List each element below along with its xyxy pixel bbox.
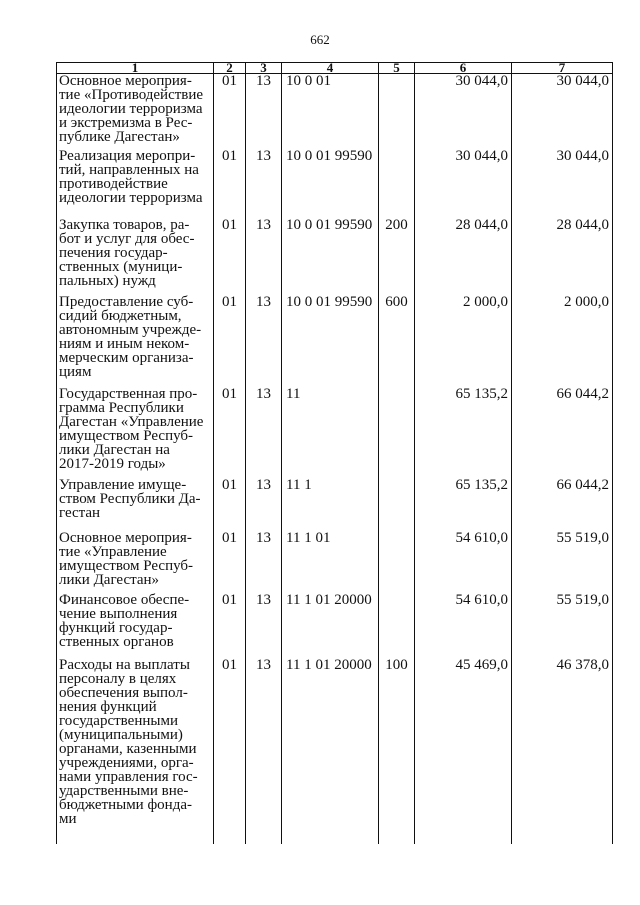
section-code: 01 — [214, 149, 246, 218]
expense-type-code — [379, 593, 415, 658]
item-name: Основное мероприя- тие «Управление имуществом Респуб- лики Дагестан» — [59, 529, 194, 588]
subsection-code: 13 — [246, 387, 282, 478]
item-name-cell — [57, 295, 214, 387]
target-article-code: 10 0 01 99590 — [282, 218, 379, 295]
table-row — [57, 295, 613, 387]
expense-type-code: 100 — [379, 658, 415, 844]
item-name: Основное мероприя- тие «Противодействие идеологии терроризма и экстремизма в Рес- публике Дагестан» — [59, 73, 204, 145]
table-row — [57, 74, 613, 149]
amount-col7: 30 044,0 — [512, 149, 613, 218]
table-row — [57, 478, 613, 531]
table-row — [57, 387, 613, 478]
item-name: Реализация меропри- тий, направленных на противодействие идеологии терроризма — [59, 147, 203, 206]
item-name: Государственная про- грамма Республики Дагестан «Управление имуществом Респуб- лики Дагестан на 2017-2019 годы» — [59, 385, 204, 472]
expense-type-code: 200 — [379, 218, 415, 295]
target-article-code: 11 1 — [282, 478, 379, 531]
target-article-code: 10 0 01 — [282, 74, 379, 149]
section-code: 01 — [214, 593, 246, 658]
item-name-cell — [57, 531, 214, 593]
target-article-code: 10 0 01 99590 — [282, 295, 379, 387]
section-code: 01 — [214, 218, 246, 295]
item-name-cell — [57, 478, 214, 531]
target-article-code: 11 1 01 — [282, 531, 379, 593]
page-number: 662 — [310, 32, 330, 47]
section-code: 01 — [214, 295, 246, 387]
expense-type-code — [379, 149, 415, 218]
subsection-code: 13 — [246, 593, 282, 658]
column-header-6: 6 — [415, 63, 512, 74]
budget-table — [56, 62, 613, 844]
amount-col7: 2 000,0 — [512, 295, 613, 387]
item-name: Расходы на выплаты персоналу в целях обеспечения выпол- нения функций государственными (муниципальными) органами, казенными учреждениями, орга- нами управления гос- ударственными вне- бюджетными фонда- ми — [59, 656, 198, 827]
amount-col7: 46 378,0 — [512, 658, 613, 844]
subsection-code: 13 — [246, 218, 282, 295]
target-article-code: 10 0 01 99590 — [282, 149, 379, 218]
amount-col6: 28 044,0 — [415, 218, 512, 295]
amount-col6: 30 044,0 — [415, 74, 512, 149]
amount-col6: 54 610,0 — [415, 531, 512, 593]
section-code: 01 — [214, 531, 246, 593]
column-header-4: 4 — [282, 63, 379, 74]
table-row — [57, 531, 613, 593]
column-header-5: 5 — [379, 63, 415, 74]
amount-col6: 54 610,0 — [415, 593, 512, 658]
amount-col7: 30 044,0 — [512, 74, 613, 149]
table-row — [57, 593, 613, 658]
item-name-cell — [57, 218, 214, 295]
item-name-cell — [57, 593, 214, 658]
amount-col7: 55 519,0 — [512, 531, 613, 593]
section-code: 01 — [214, 74, 246, 149]
amount-col6: 45 469,0 — [415, 658, 512, 844]
table-row — [57, 149, 613, 218]
item-name-cell — [57, 74, 214, 149]
item-name: Управление имуще- ством Республики Да- гестан — [59, 476, 201, 521]
expense-type-code — [379, 478, 415, 531]
item-name-cell — [57, 658, 214, 844]
amount-col6: 65 135,2 — [415, 478, 512, 531]
amount-col7: 66 044,2 — [512, 387, 613, 478]
amount-col6: 65 135,2 — [415, 387, 512, 478]
subsection-code: 13 — [246, 295, 282, 387]
amount-col7: 28 044,0 — [512, 218, 613, 295]
item-name: Финансовое обеспе- чение выполнения функций государ- ственных органов — [59, 591, 190, 650]
expense-type-code — [379, 387, 415, 478]
column-header-2: 2 — [214, 63, 246, 74]
column-header-3: 3 — [246, 63, 282, 74]
target-article-code: 11 1 01 20000 — [282, 593, 379, 658]
expense-type-code: 600 — [379, 295, 415, 387]
amount-col6: 30 044,0 — [415, 149, 512, 218]
subsection-code: 13 — [246, 658, 282, 844]
target-article-code: 11 — [282, 387, 379, 478]
table-row — [57, 658, 613, 844]
column-header-1: 1 — [57, 63, 214, 74]
expense-type-code — [379, 74, 415, 149]
subsection-code: 13 — [246, 149, 282, 218]
target-article-code: 11 1 01 20000 — [282, 658, 379, 844]
amount-col7: 66 044,2 — [512, 478, 613, 531]
section-code: 01 — [214, 658, 246, 844]
item-name-cell — [57, 149, 214, 218]
subsection-code: 13 — [246, 478, 282, 531]
amount-col6: 2 000,0 — [415, 295, 512, 387]
header-row — [57, 63, 613, 74]
section-code: 01 — [214, 387, 246, 478]
item-name: Закупка товаров, ра- бот и услуг для обес- печения государ- ственных (муници- пальных) нужд — [59, 216, 195, 289]
table-row — [57, 218, 613, 295]
amount-col7: 55 519,0 — [512, 593, 613, 658]
column-header-7: 7 — [512, 63, 613, 74]
expense-type-code — [379, 531, 415, 593]
subsection-code: 13 — [246, 74, 282, 149]
item-name-cell — [57, 387, 214, 478]
item-name: Предоставление суб- сидий бюджетным, автономным учрежде- ниям и иным неком- мерческим организа- циям — [59, 293, 202, 380]
subsection-code: 13 — [246, 531, 282, 593]
section-code: 01 — [214, 478, 246, 531]
